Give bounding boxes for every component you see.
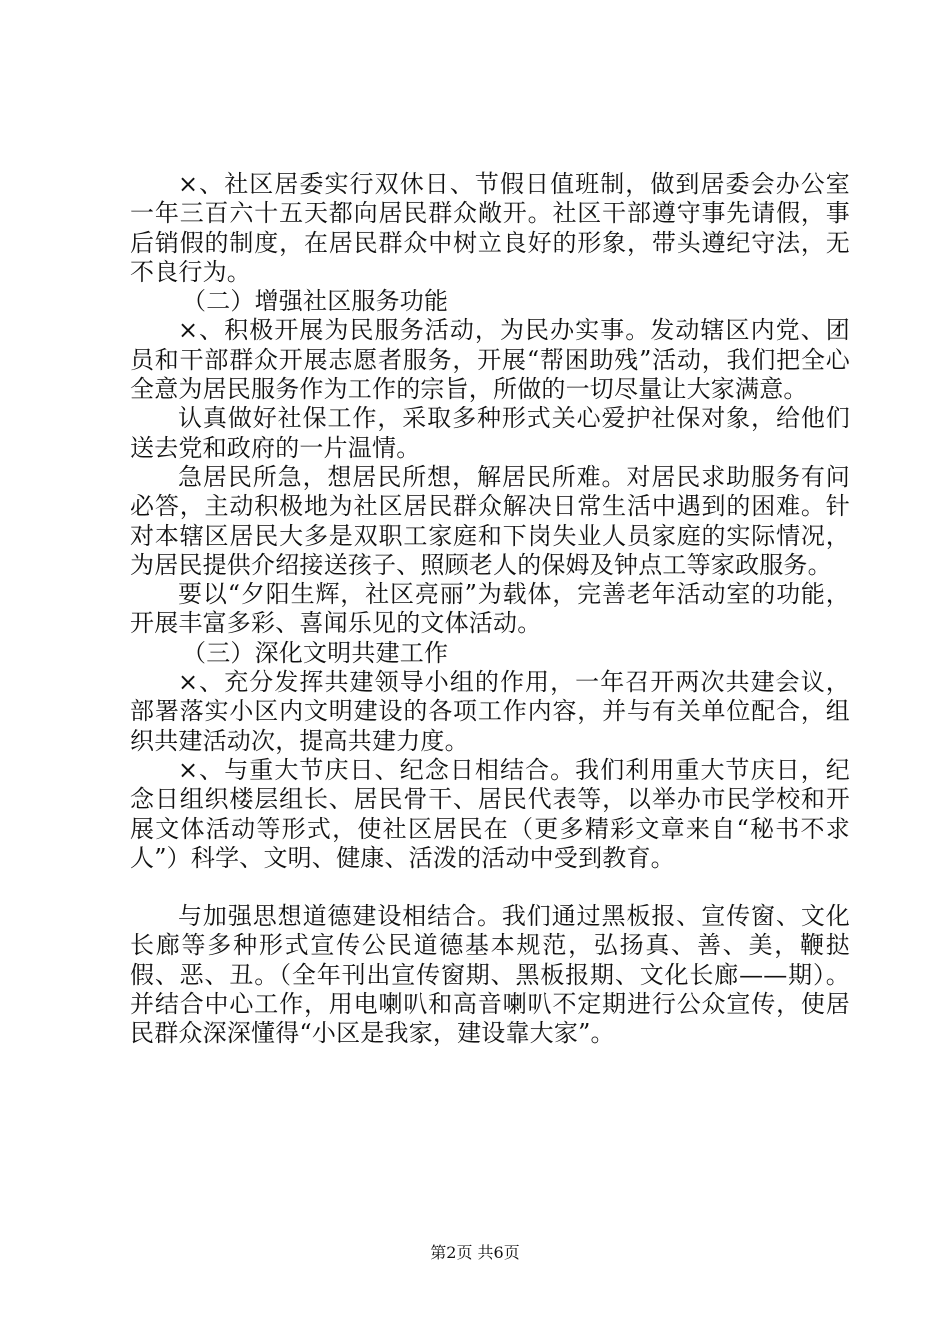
paragraph-duty-schedule: ×、社区居委实行双休日、节假日值班制，做到居委会办公室一年三百六十五天都向居民群众敞开。社区干部遵守事先请假，事后销假的制度，在居民群众中树立良好的形象，带头遵纪守法，无不良行为。 xyxy=(130,170,850,286)
paragraph-resident-help: 急居民所急，想居民所想，解居民所难。对居民求助服务有问必答，主动积极地为社区居民群众解决日常生活中遇到的困难。针对本辖区居民大多是双职工家庭和下岗失业人员家庭的实际情况，为居民提供介绍接送孩子、照顾老人的保姆及钟点工等家政服务。 xyxy=(130,462,850,579)
page-number-footer: 第2页 共6页 xyxy=(430,1243,520,1262)
paragraph-moral-education: 与加强思想道德建设相结合。我们通过黑板报、宣传窗、文化长廊等多种形式宣传公民道德基本规范，弘扬真、善、美，鞭挞假、恶、丑。（全年刊出宣传窗期、黑板报期、文化长廊——期）。并结合中心工作，用电喇叭和高音喇叭不定期进行公众宣传，使居民群众深深懂得“小区是我家，建设靠大家”。 xyxy=(130,902,850,1048)
paragraph-gap xyxy=(130,873,850,902)
section-heading-service: （二）增强社区服务功能 xyxy=(182,287,449,316)
paragraph-social-security: 认真做好社保工作，采取多种形式关心爱护社保对象，给他们送去党和政府的一片温情。 xyxy=(130,404,850,462)
paragraph-elderly-activities: 要以“夕阳生辉，社区亮丽”为载体，完善老年活动室的功能，开展丰富多彩、喜闻乐见的文体活动。 xyxy=(130,580,850,638)
paragraph-volunteer-service: ×、积极开展为民服务活动，为民办实事。发动辖区内党、团员和干部群众开展志愿者服务，开展“帮困助残”活动，我们把全心全意为居民服务作为工作的宗旨，所做的一切尽量让大家满意。 xyxy=(130,316,850,404)
paragraph-joint-construction: ×、充分发挥共建领导小组的作用，一年召开两次共建会议，部署落实小区内文明建设的各项工作内容，并与有关单位配合，组织共建活动次，提高共建力度。 xyxy=(130,668,850,755)
document-body xyxy=(130,170,850,1049)
paragraph-festival-events: ×、与重大节庆日、纪念日相结合。我们利用重大节庆日，纪念日组织楼层组长、居民骨干、居民代表等，以举办市民学校和开展文体活动等形式，使社区居民在（更多精彩文章来自“秘书不求人”）科学、文明、健康、活泼的活动中受到教育。 xyxy=(130,755,850,872)
section-heading-civilization: （三）深化文明共建工作 xyxy=(182,638,449,667)
